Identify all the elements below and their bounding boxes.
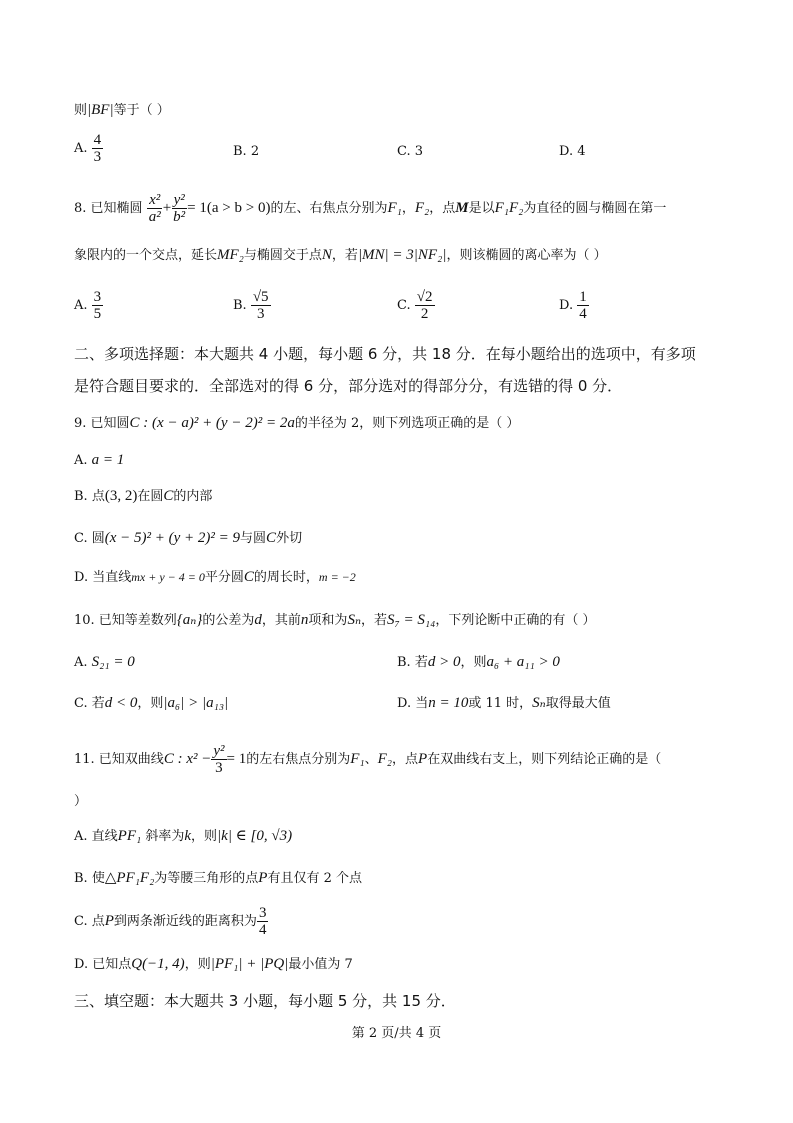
q7-option-a-fraction — [92, 132, 104, 165]
q8-line2-mid2: ，若 — [331, 248, 358, 263]
q7-stem-pre: 则 — [74, 103, 88, 118]
q8-option-c-fraction — [415, 289, 435, 322]
q8-option-b-fraction — [251, 289, 271, 322]
q11-f2: F₂ — [377, 751, 393, 767]
q8-condition: |MN| = 3|NF₂| — [357, 247, 447, 263]
q8-option-d-label: D. — [559, 298, 574, 313]
q7-stem-post: 等于（ ） — [113, 103, 170, 118]
q8-f1f2: F₁F₂ — [494, 200, 524, 216]
q8-mf2: MF₂ — [217, 247, 244, 263]
q8-option-d-den: 4 — [579, 306, 587, 322]
q11-option-d-mid: ，则 — [184, 957, 211, 972]
q11-sep: 、 — [364, 752, 378, 767]
q10-option-c-pre: C. 若 — [74, 696, 105, 711]
q11-option-c-p: P — [104, 913, 114, 929]
q8-stem-line2 — [74, 245, 607, 266]
q10-n: n — [300, 612, 309, 628]
q7-stem — [74, 100, 170, 121]
q8-option-a-den: 5 — [93, 306, 102, 322]
q9-math: C : (x − a)² + (y − 2)² = 2a — [129, 415, 295, 431]
q9-option-d — [74, 567, 356, 588]
q9-option-d-c: C — [243, 569, 254, 585]
q9-option-c-pre: C. 圆 — [74, 531, 105, 546]
q11-option-a-pre: A. 直线 — [74, 829, 118, 844]
q9-option-b-pre: B. 点 — [74, 489, 105, 504]
q8-ellipse-y-num: y² — [173, 192, 185, 208]
q10-sn: Sₙ — [347, 612, 362, 628]
section2-instruction-line1: 二、多项选择题：本大题共 4 小题，每小题 6 分，共 18 分．在每小题给出的选项中，有多项 — [74, 345, 696, 363]
section3-instruction: 三、填空题：本大题共 3 小题，每小题 5 分，共 15 分． — [74, 992, 456, 1010]
q11-option-a-k: k — [184, 828, 192, 844]
q10-option-b-math: d > 0 — [427, 654, 461, 670]
q10-seq: {aₙ} — [176, 612, 203, 628]
q7-option-a — [74, 132, 103, 165]
q8-option-c-label: C. — [397, 298, 411, 313]
q11-option-a-mid: 斜率为 — [141, 829, 185, 844]
q11-option-c-mid: 到两条渐近线的距离积为 — [113, 914, 257, 929]
q8-option-a-fraction — [92, 289, 104, 322]
q10-stem-mid: 的公差为 — [202, 613, 255, 628]
q8-option-b — [233, 289, 271, 322]
q11-hyperbola-rhs: = 1 — [226, 751, 247, 767]
q10-option-d-post: 取得最大值 — [545, 696, 611, 711]
q7-option-b: B. 2 — [233, 144, 260, 159]
q8-option-c-den: 2 — [420, 306, 429, 322]
q9-option-a — [74, 450, 124, 471]
q10-condition: S₇ = S₁₄ — [387, 612, 436, 628]
q11-hyperbola-num: y² — [213, 743, 225, 759]
q10-stem-mid4: ，若 — [361, 613, 388, 628]
q10-stem-mid2: ，其前 — [261, 613, 301, 628]
q8-ellipse-y-den: b² — [173, 209, 186, 225]
q9-stem — [74, 413, 519, 434]
q9-option-c-math: (x − 5)² + (y + 2)² = 9 — [104, 530, 241, 546]
q10-option-b-mid: ，则 — [460, 655, 487, 670]
q11-option-d-pre: D. 已知点 — [74, 957, 132, 972]
q8-f2: F₂ — [414, 200, 430, 216]
q7-option-d: D. 4 — [559, 144, 586, 159]
q8-ellipse-x-num: x² — [149, 192, 161, 208]
q8-line1-pre: 8. 已知椭圆 — [74, 201, 143, 216]
q9-option-c-c: C — [266, 530, 277, 546]
q9-stem-pre: 9. 已知圆 — [74, 416, 130, 431]
q11-option-d-math: Q(−1, 4) — [131, 956, 185, 972]
q8-line2-end: ，则该椭圆的离心率为（ ） — [446, 248, 607, 263]
q11-option-c — [74, 905, 268, 938]
q8-option-d — [559, 289, 589, 322]
q8-option-b-num: √5 — [252, 289, 269, 305]
q8-option-d-num: 1 — [579, 289, 587, 305]
q7-option-c: C. 3 — [397, 144, 424, 159]
q11-f1: F₁ — [350, 751, 365, 767]
q10-option-a-label: A. — [74, 655, 88, 670]
q11-option-c-den: 4 — [258, 922, 267, 938]
q9-option-b — [74, 486, 212, 507]
q11-option-c-fraction — [257, 905, 269, 938]
q8-sep: ， — [401, 201, 415, 216]
q11-stem-mid2: ，点 — [392, 752, 419, 767]
q8-line1-end: 为直径的圆与椭圆在第一 — [523, 201, 667, 216]
q7-option-a-numerator: 4 — [93, 132, 102, 148]
q10-option-a-math: S₂₁ = 0 — [91, 654, 135, 670]
q11-option-b — [74, 868, 362, 889]
q7-option-a-label: A. — [74, 141, 88, 156]
q10-option-b-pre: B. 若 — [397, 655, 428, 670]
q8-stem-line1: 8. 已知椭圆 $\frac{\text{x²}}{\text{a²}}$ + $\frac{\text{y²}}{\text{b²}}$ = 1(a > b > 0)的左、右焦点分别为F₁，F₂，点M是以F₁F₂为直径的圆与椭圆在第一 — [74, 192, 667, 225]
q10-option-d — [397, 693, 611, 714]
q9-option-b-c: C — [163, 488, 174, 504]
q11-stem-line2: ） — [74, 794, 88, 809]
q11-option-a-math: PF₁ — [117, 828, 142, 844]
q9-option-a-label: A. — [74, 453, 88, 468]
q7-option-a-denominator: 3 — [93, 149, 102, 165]
q11-stem-post: 在双曲线右支上，则下列结论正确的是（ — [427, 752, 662, 767]
q8-option-b-den: 3 — [256, 306, 265, 322]
q11-option-b-math: △PF₁F₂ — [104, 870, 155, 886]
section2-instruction-line2: 是符合题目要求的．全部选对的得 6 分，部分选对的得部分分，有选错的得 0 分． — [74, 377, 623, 395]
q11-option-d — [74, 954, 353, 975]
q11-p: P — [418, 751, 428, 767]
q9-option-d-math: mx + y − 4 = 0 — [131, 570, 205, 584]
q11-hyperbola-den: 3 — [215, 760, 223, 776]
q8-line1-mid3: 是以 — [468, 201, 495, 216]
q11-option-b-pre: B. 使 — [74, 871, 105, 886]
q10-option-d-math: n = 10 — [428, 695, 469, 711]
q8-option-b-label: B. — [233, 298, 247, 313]
q11-option-c-num: 3 — [258, 905, 267, 921]
q11-stem — [74, 743, 661, 776]
q10-option-c-math2: |a₆| > |a₁₃| — [163, 695, 229, 711]
q9-option-d-pre: D. 当直线 — [74, 570, 132, 585]
q8-option-a-num: 3 — [93, 289, 102, 305]
q10-stem — [74, 610, 595, 631]
q11-stem-mid: 的左右焦点分别为 — [246, 752, 351, 767]
q9-option-b-mid: 在圆 — [137, 489, 164, 504]
q8-line2-pre: 象限内的一个交点，延长 — [74, 248, 218, 263]
q7-math: |BF| — [87, 102, 114, 118]
q10-option-d-pre: D. 当 — [397, 696, 429, 711]
q11-hyperbola-lhs: C : x² − — [163, 751, 212, 767]
q10-option-c — [74, 693, 228, 714]
q11-option-d-post: 最小值为 7 — [288, 957, 353, 972]
q8-option-c — [397, 289, 435, 322]
q10-d: d — [254, 612, 262, 628]
q11-option-b-p: P — [258, 870, 268, 886]
q8-line1-mid: 的左、右焦点分别为 — [270, 201, 388, 216]
q10-option-d-mid: 或 11 时， — [468, 696, 533, 711]
q8-point-n: N — [321, 247, 332, 263]
q11-option-b-mid: 为等腰三角形的点 — [154, 871, 259, 886]
q10-stem-pre: 10. 已知等差数列 — [74, 613, 177, 628]
q8-ellipse-rest: = 1(a > b > 0) — [187, 200, 271, 216]
q8-line1-mid2: ，点 — [429, 201, 456, 216]
q9-option-d-mid2: 的周长时， — [253, 570, 319, 585]
q9-option-c-post: 外切 — [276, 531, 303, 546]
q8-ellipse-y-fraction — [171, 192, 187, 225]
q11-hyperbola-fraction — [211, 743, 226, 776]
q9-option-c — [74, 528, 302, 549]
q10-option-c-mid: ，则 — [137, 696, 164, 711]
q9-option-d-mid: 平分圆 — [204, 570, 244, 585]
q8-option-a — [74, 289, 103, 322]
q9-option-c-mid: 与圆 — [240, 531, 267, 546]
q8-point-m: M — [455, 200, 469, 216]
q8-option-a-label: A. — [74, 298, 88, 313]
q8-ellipse-x-den: a² — [148, 209, 161, 225]
page-number-footer: 第 2 页/共 4 页 — [351, 1026, 442, 1041]
q11-option-a-mid2: ，则 — [191, 829, 218, 844]
q10-option-b-math2: a₆ + a₁₁ > 0 — [486, 654, 560, 670]
q8-f1: F₁ — [387, 200, 402, 216]
q10-stem-post: ，下列论断中正确的有（ ） — [435, 613, 596, 628]
q11-option-b-post: 有且仅有 2 个点 — [267, 871, 363, 886]
q11-option-c-pre: C. 点 — [74, 914, 105, 929]
q9-option-b-math: (3, 2) — [104, 488, 138, 504]
q8-option-c-num: √2 — [416, 289, 433, 305]
q11-option-a — [74, 826, 292, 847]
q10-option-d-math2: Sₙ — [532, 695, 546, 711]
q10-option-a — [74, 652, 135, 673]
q9-option-a-math: a = 1 — [91, 452, 125, 468]
q9-option-b-post: 的内部 — [173, 489, 213, 504]
q9-option-d-math2: m = −2 — [318, 570, 356, 584]
q8-ellipse-x-fraction — [147, 192, 163, 225]
q8-option-d-fraction — [577, 289, 589, 322]
q11-stem-pre: 11. 已知双曲线 — [74, 752, 164, 767]
q11-option-a-math2: |k| ∈ [0, √3) — [217, 828, 293, 844]
q10-option-c-math: d < 0 — [104, 695, 138, 711]
q11-option-d-math2: |PF₁| + |PQ| — [210, 956, 289, 972]
q9-stem-post: 的半径为 2，则下列选项正确的是（ ） — [294, 416, 520, 431]
q8-line2-mid: 与椭圆交于点 — [243, 248, 322, 263]
q10-option-b — [397, 652, 560, 673]
q10-stem-mid3: 项和为 — [308, 613, 348, 628]
